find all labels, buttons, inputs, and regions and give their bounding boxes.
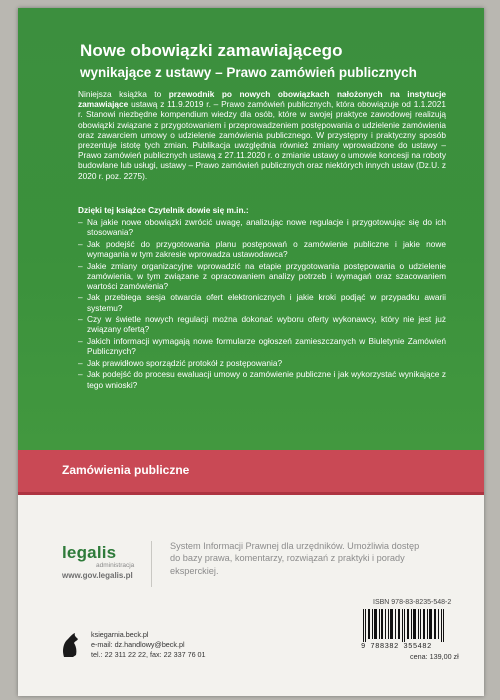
list-item: – Jak podejść do przygotowania planu postępowań o zamówienie publiczne i jakie nowe wymagania w tym zakresie wprowadza ustawodawca? <box>78 239 446 259</box>
book-back-cover <box>18 8 484 696</box>
svg-text:B: B <box>65 649 69 654</box>
intro-text-1: Niniejsza książka to <box>78 89 169 99</box>
series-title: Zamówienia publiczne <box>62 463 190 477</box>
list-item: – Jakie zmiany organizacyjne wprowadzić na etapie przygotowania postępowania o udzielenie zamówienia, w tym związane z opracowaniem analizy potrzeb i wymagań oraz szacowaniem wartości zamówienia? <box>78 261 446 291</box>
list-item: – Jak przebiega sesja otwarcia ofert elektronicznych i jakie kroki podjąć w przypadku awarii systemu? <box>78 292 446 312</box>
book-title: Nowe obowiązki zamawiającego <box>80 41 343 60</box>
legalis-wordmark: legalis <box>62 543 117 562</box>
list-item: – Jakich informacji wymagają nowe formularze ogłoszeń zamieszczanych w Biuletynie Zamówień Publicznych? <box>78 336 446 356</box>
legalis-tagline: administracja <box>96 562 135 569</box>
list-item: – Jak prawidłowo sporządzić protokół z postępowania? <box>78 358 446 368</box>
lower-panel <box>18 495 484 696</box>
intro-paragraph <box>78 89 446 181</box>
intro-bold-text: przewodnik po nowych obowiązkach nałożonych na instytucje zamawiające <box>78 89 446 110</box>
barcode <box>363 609 447 642</box>
legalis-description: System Informacji Prawnej dla urzędników. Umożliwia dostęp do bazy prawa, komentarzy, rozwiązań z praktyki i porady eksperckiej. <box>170 541 420 576</box>
question-list <box>78 217 446 391</box>
learn-heading: Dzięki tej książce Czytelnik dowie się m.in.: <box>78 205 249 215</box>
legalis-logo <box>62 543 135 569</box>
publisher-phone: tel.: 22 311 22 22, fax: 22 337 76 01 <box>91 650 206 659</box>
book-subtitle: wynikające z ustawy – Prawo zamówień publicznych <box>80 65 417 80</box>
intro-text-2: ustawą z 11.9.2019 r. – Prawo zamówień publicznych, która obowiązuje od 1.1.2021 r. Stanowi niezbędne kompendium wiedzy dla osób, które w swojej praktyce zawodowej realizują obowiązki związane z przygotowaniem i przeprowadzeniem postępowania o udzielenie zamówienia oraz zawarciem umowy o udzielenie zamówienia publicznego. W przystępny i praktyczny sposób prezentuje istotę tych zmian. Publikacja uwzględnia również zmiany wprowadzone do ustawy – Prawo zamówień publicznych ustawą z 27.11.2020 r. o zmianie ustawy o umowie koncesji na roboty budowlane lub usługi, ustawy – Prawo zamówień publicznych oraz niektórych innych ustaw (Dz.U. z 2020 r. poz. 2275). <box>78 99 446 181</box>
shop-url: ksiegarnia.beck.pl <box>91 630 149 639</box>
isbn: ISBN 978-83-8235-548-2 <box>373 599 452 606</box>
legalis-url: www.gov.legalis.pl <box>62 571 133 580</box>
list-item: – Czy w świetle nowych regulacji można dokonać wyboru oferty wykonawcy, który nie jest już związany ofertą? <box>78 314 446 334</box>
list-item: – Na jakie nowe obowiązki zwrócić uwagę, analizując nowe regulacje i przygotowując się do ich stosowania? <box>78 217 446 237</box>
divider <box>151 541 152 587</box>
barcode-digits: 9 788382 355482 <box>361 643 432 651</box>
publisher-contact <box>91 630 206 660</box>
list-item: – Jak podejść do procesu ewaluacji umowy o zamówienie publiczne i jak wykorzystać wynikające z tego wnioski? <box>78 369 446 389</box>
beck-publisher-logo-icon <box>60 631 82 659</box>
series-band <box>18 450 484 495</box>
publisher-email: e-mail: dz.handlowy@beck.pl <box>91 640 185 649</box>
green-panel <box>18 8 484 450</box>
price-label: cena: 139,00 zł <box>410 652 459 661</box>
